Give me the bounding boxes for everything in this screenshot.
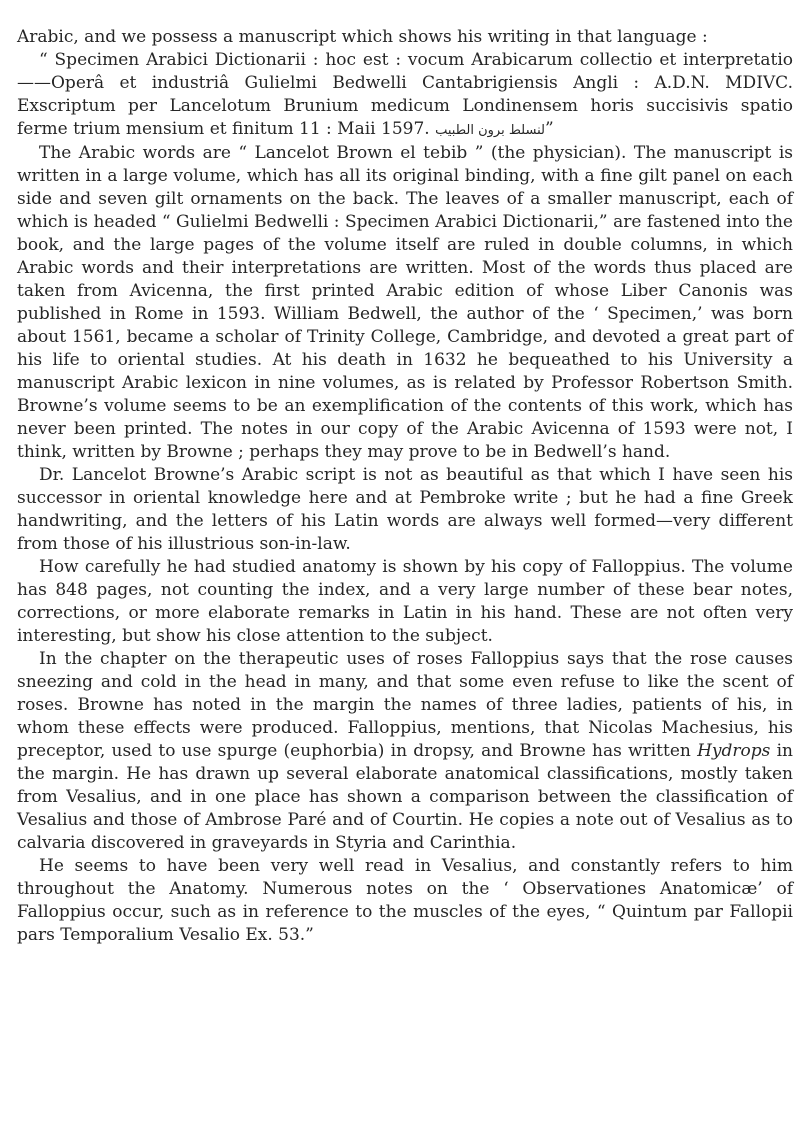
paragraph-intro: Arabic, and we possess a manuscript which shows his writing in that language : xyxy=(17,27,708,47)
roses-text: In the chapter on the therapeutic uses of roses Falloppius says that the rose causes sneezing and cold in the head in many, and that some even refuse to like the scent of roses. Browne has noted in the margin the names of three ladies, patients of his, in whom these effects were produced. Falloppius, mentions, that Nicolas Machesius, his preceptor, used to use spurge (euphorbia) in dropsy, and Browne has written xyxy=(17,649,793,761)
paragraph-falloppius-copy: How carefully he had studied anatomy is shown by his copy of Falloppius. The volume has 848 pages, not counting the index, and a very large number of these bear notes, corrections, or more elaborate remarks in Latin in his hand. These are not often very interesting, but show his close attention to the subject. xyxy=(17,557,793,646)
paragraph-arabic-script: Dr. Lancelot Browne’s Arabic script is not as beautiful as that which I have seen his successor in oriental knowledge here and at Pembroke write ; but he had a fine Greek handwriting, and the letters of his Latin words are always well formed—very different from those of his illustrious son-in-law. xyxy=(17,465,793,554)
paragraph-arabic-words: The Arabic words are “ Lancelot Brown el tebib ” (the physician). The manuscript is written in a large volume, which has all its original binding, with a fine gilt panel on each side and seven gilt ornaments on the back. The leaves of a smaller manuscript, each of which is headed “ Gulielmi Bedwelli : Specimen Arabici Dictionarii,” are fastened into the book, and the large pages of the volume itself are ruled in double columns, in which Arabic words and their interpretations are written. Most of the words thus placed are taken from Avicenna, the first printed Arabic edition of whose Liber Canonis was published in Rome in 1593. William Bedwell, the author of the ‘ Specimen,’ was born about 1561, became a scholar of Trinity College, Cambridge, and devoted a great part of his life to oriental studies. At his death in 1632 he bequeathed to his University a manuscript Arabic lexicon in nine volumes, as is related by Professor Robertson Smith. Browne’s volume seems to be an exemplification of the contents of this work, which has never been printed. The notes in our copy of the Arabic Avicenna of 1593 were not, I think, written by Browne ; perhaps they may prove to be in Bedwell’s hand. xyxy=(17,143,793,462)
paragraph-vesalius: He seems to have been very well read in Vesalius, and constantly refers to him throughout the Anatomy. Numerous notes on the ‘ Observationes Anatomicæ’ of Falloppius occur, such as in reference to the muscles of the eyes, “ Quintum par Fallopii pars Temporalium Vesalio Ex. 53.” xyxy=(17,856,793,945)
hydrops-term: Hydrops xyxy=(697,741,771,761)
document-page xyxy=(17,26,793,947)
roses-text-continued: in the margin. He has drawn up several elaborate anatomical classifications, mostly taken from Vesalius, and in one place has shown a comparison between the classification of Vesalius and those of Ambrose Paré and of Courtin. He copies a note out of Vesalius as to calvaria discovered in graveyards in Styria and Carinthia. xyxy=(17,741,794,853)
paragraph-specimen-quote xyxy=(17,49,793,142)
arabic-inscription: ﻟﻨﺴﻠﻂ ﺑﺮﻭﻥ ﺍﻟﻄﺒﻴﺐ xyxy=(435,123,545,138)
specimen-quote-close: ” xyxy=(544,119,554,139)
paragraph-roses xyxy=(17,648,793,855)
specimen-quote-text: “ Specimen Arabici Dictionarii : hoc est : vocum Arabicarum collectio et interpretatio——Operâ et industriâ Gulielmi Bedwelli Cantabrigiensis Angli : A.D.N. MDIVC. Exscriptum per Lancelotum Brunium medicum Londinensem horis succisivis spatio ferme trium mensium et finitum 11 : Maii 1597. xyxy=(17,50,793,139)
